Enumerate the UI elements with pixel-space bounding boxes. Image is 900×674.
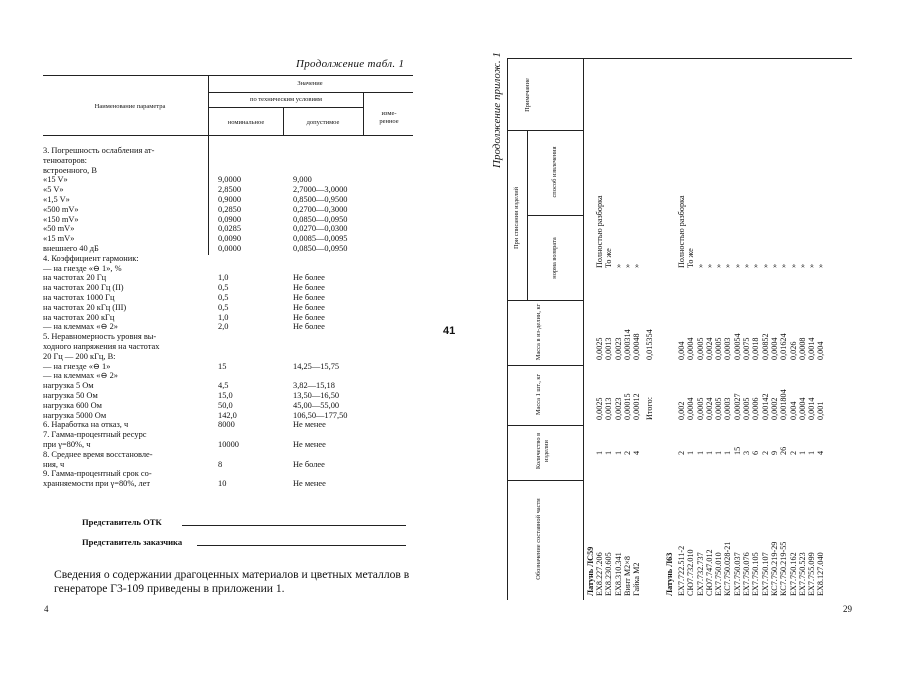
nominal-cell: 0,5 — [218, 283, 229, 293]
mass-one-cell: 0,00027 — [732, 393, 742, 420]
allowed-cell — [293, 352, 373, 362]
param-row: хранняемости при γ=80%, лет — [43, 479, 151, 489]
designation-cell: КС7.750.028-21 — [723, 541, 733, 596]
allowed-cell: 0,0085—0,0095 — [293, 234, 348, 244]
nominal-cell — [218, 352, 258, 362]
mass-one-cell: 0,001804 — [779, 389, 789, 420]
extract-method-cell: Полностью разборка — [677, 195, 686, 268]
nominal-cell — [218, 264, 258, 274]
right-table-top-border — [507, 58, 852, 59]
header-quantity: Количество в изделии — [535, 432, 550, 470]
quantity-cell: 1 — [807, 450, 817, 455]
allowed-cell: Не менее — [293, 420, 326, 430]
sig-otk-line — [182, 525, 406, 526]
extract-method-cell: » — [760, 263, 770, 268]
param-row: на частотах 20 Гц — [43, 273, 107, 283]
param-row: «1,5 V» — [43, 194, 70, 204]
nominal-cell: 0,0000 — [218, 243, 242, 253]
designation-cell: ЕХ8.310.341 — [613, 552, 623, 596]
nominal-cell: 4,5 — [218, 381, 229, 391]
mass-total-cell: 0,0014 — [807, 337, 817, 360]
param-row: при γ=80%, ч — [43, 439, 91, 449]
mass-total-cell: 0,0004 — [769, 337, 779, 360]
designation-cell: КС7.750.219-29 — [769, 541, 779, 596]
quantity-cell: 1 — [704, 450, 714, 455]
extract-method-cell: » — [714, 263, 724, 268]
mass-one-cell: 0,004 — [788, 401, 798, 420]
allowed-cell: 2,7000—3,0000 — [293, 185, 348, 195]
nominal-cell: 10 — [218, 479, 227, 489]
quantity-cell: 1 — [613, 450, 623, 455]
header-extract-method: способ извлечения — [551, 146, 558, 198]
mass-one-cell: 0,0014 — [807, 397, 817, 420]
quantity-cell: 6 — [751, 450, 761, 455]
extract-method-cell: » — [732, 263, 742, 268]
param-row: нагрузка 5000 Ом — [43, 410, 107, 420]
allowed-cell: Не более — [293, 459, 325, 469]
extract-method-cell: » — [723, 263, 733, 268]
extract-method-cell: » — [788, 263, 798, 268]
allowed-cell — [293, 430, 373, 440]
right-header-bottom-border — [583, 58, 584, 600]
extract-method-cell: » — [742, 263, 752, 268]
mass-one-cell: 0,0013 — [604, 397, 614, 420]
mass-one-cell: 0,00142 — [760, 393, 770, 420]
mass-total-cell: 0,004 — [677, 341, 686, 360]
allowed-cell: Не более — [293, 322, 325, 332]
header-write-off: При списании изделий — [513, 186, 520, 250]
right-writeoff-split — [527, 215, 583, 216]
allowed-cell: Не более — [293, 273, 325, 283]
allowed-cell: 0,0850—0,0950 — [293, 214, 348, 224]
quantity-cell: 1 — [797, 450, 807, 455]
allowed-cell — [293, 450, 373, 460]
header-designation: Обозначение составной части — [535, 498, 542, 580]
nominal-cell: 1,0 — [218, 312, 229, 322]
nominal-cell — [218, 342, 258, 352]
allowed-cell: 3,82—15,18 — [293, 381, 335, 391]
right-header-qty-divider — [507, 480, 583, 481]
mass-one-cell: 0,0023 — [613, 397, 623, 420]
quantity-cell: 2 — [622, 450, 632, 455]
nominal-cell: 2,0 — [218, 322, 229, 332]
header-return-norm: норма возврата — [551, 237, 558, 279]
param-row: 20 Гц — 200 кГц, В: — [43, 351, 116, 361]
allowed-cell — [293, 254, 373, 264]
nominal-cell: 15 — [218, 361, 227, 371]
nominal-cell: 0,2850 — [218, 204, 242, 214]
precious-metals-note: Сведения о содержании драгоценных материалов и цветных металлов в генераторе Г3-109 приведены в приложении 1. — [54, 568, 410, 595]
header-value: Значение — [297, 80, 323, 87]
right-header-masstotal-divider — [507, 365, 583, 366]
nominal-cell: 142,0 — [218, 410, 237, 420]
nominal-cell — [218, 254, 258, 264]
nominal-cell: 50,0 — [218, 400, 233, 410]
mass-total-cell: 0,0003 — [723, 337, 733, 360]
header-note: Примечание — [524, 78, 531, 112]
extract-method-cell: » — [816, 263, 826, 268]
sig-customer-label: Представитель заказчика — [82, 537, 183, 547]
designation-cell: ЕХ7.750.523 — [797, 552, 807, 596]
center-number: 41 — [443, 325, 456, 337]
designation-cell: ЕХ7.750.037 — [732, 552, 742, 596]
mass-one-cell: 0,0003 — [723, 397, 733, 420]
param-row: «15 V» — [43, 175, 68, 185]
mass-total-cell: 0,00054 — [732, 333, 742, 360]
designation-cell: ЕХ7.732.737 — [695, 552, 705, 596]
group2-title: Латунь Л63 — [665, 552, 674, 596]
nominal-cell: 0,0900 — [218, 214, 242, 224]
mass-total-cell: 0,0005 — [695, 337, 705, 360]
designation-cell: Гайка М2 — [632, 562, 642, 596]
mass-total-cell: 0,0024 — [704, 337, 714, 360]
param-row: — на гнезде «⊖ 1», % — [43, 263, 122, 273]
table-col-divider-2 — [283, 107, 284, 135]
header-allowed: допустимое — [306, 119, 340, 126]
designation-cell: ЕХ7.750.105 — [751, 552, 761, 596]
mass-one-cell: 0,0005 — [695, 397, 705, 420]
mass-one-cell: 0,0002 — [769, 397, 779, 420]
param-row: ния, ч — [43, 459, 65, 469]
mass-total-cell: 0,026 — [788, 341, 798, 360]
allowed-cell: Не более — [293, 283, 325, 293]
nominal-cell — [218, 146, 258, 156]
param-row: 5. Неравномерность уровня вы- — [43, 332, 157, 342]
allowed-cell — [293, 146, 373, 156]
designation-cell: СЮ7.732.010 — [686, 549, 696, 596]
allowed-cell: Не менее — [293, 479, 326, 489]
table-header-bottom-border — [43, 135, 413, 136]
allowed-column — [293, 146, 373, 489]
mass-one-cell: 0,00012 — [632, 393, 642, 420]
param-row: тенюаторов: — [43, 155, 88, 165]
allowed-cell: Не более — [293, 312, 325, 322]
nominal-cell: 8 — [218, 459, 223, 469]
extract-method-cell: » — [797, 263, 807, 268]
sig-customer-line — [197, 545, 406, 546]
extract-method-cell: » — [769, 263, 779, 268]
extract-method-cell: » — [807, 263, 817, 268]
designation-cell: ЕХ7.750.010 — [714, 552, 724, 596]
value-header-divider — [208, 92, 413, 93]
param-row: на частотах 200 Гц (II) — [43, 283, 124, 293]
allowed-cell — [293, 371, 373, 381]
quantity-cell: 1 — [595, 450, 604, 455]
page-number-left: 4 — [44, 604, 49, 614]
param-row: встроенного, В — [43, 165, 97, 175]
allowed-cell: 14,25—15,75 — [293, 361, 340, 371]
param-row: «5 V» — [43, 185, 64, 195]
nominal-cell: 0,5 — [218, 292, 229, 302]
designation-cell: ЕХ8.227.206 — [595, 552, 604, 596]
allowed-cell: 13,50—16,50 — [293, 390, 340, 400]
quantity-cell: 26 — [779, 446, 789, 455]
mass-total-cell: 0,00852 — [760, 333, 770, 360]
nominal-cell: 0,5 — [218, 302, 229, 312]
mass-total-cell: 0,0013 — [604, 337, 614, 360]
extract-method-cell: » — [695, 263, 705, 268]
group2-quantity — [677, 447, 826, 455]
mass-one-cell: 0,0006 — [751, 397, 761, 420]
param-row: «15 mV» — [43, 234, 75, 244]
designation-cell: СЮ7.747.012 — [704, 549, 714, 596]
nominal-column — [218, 146, 258, 489]
nominal-cell: 0,0285 — [218, 224, 242, 234]
param-row: нагрузка 5 Ом — [43, 381, 94, 391]
quantity-cell: 2 — [760, 450, 770, 455]
param-row: — на клеммах «⊖ 2» — [43, 371, 118, 381]
nominal-cell — [218, 156, 258, 166]
nominal-cell — [218, 332, 258, 342]
extract-method-cell: » — [613, 263, 623, 268]
designation-cell: КС7.750.219-55 — [779, 541, 789, 596]
nominal-cell: 15,0 — [218, 390, 233, 400]
param-row: нагрузка 50 Ом — [43, 390, 98, 400]
param-row: 4. Коэффициент гармоник: — [43, 253, 139, 263]
param-row: «500 mV» — [43, 204, 79, 214]
sig-otk-label: Представитель ОТК — [82, 517, 162, 527]
extract-method-cell: » — [779, 263, 789, 268]
allowed-cell: 0,2700—0,3000 — [293, 204, 348, 214]
allowed-cell: 45,00—55,00 — [293, 400, 340, 410]
mass-one-cell: 0,0005 — [742, 397, 752, 420]
param-row: ходного напряжения на частотах — [43, 341, 160, 351]
header-measured: изме- ренное — [379, 110, 399, 125]
mass-total-cell: 0,0075 — [742, 337, 752, 360]
header-param-name: Наименование параметра — [94, 103, 166, 110]
mass-total-cell: 0,000314 — [622, 329, 632, 360]
mass-one-cell: 0,0004 — [686, 397, 696, 420]
quantity-cell: 9 — [769, 450, 779, 455]
quantity-cell: 15 — [732, 446, 742, 455]
quantity-cell: 1 — [723, 450, 733, 455]
group2-designations — [677, 542, 826, 596]
param-row: на частотах 20 кГц (III) — [43, 302, 127, 312]
allowed-cell: 0,0850—0,0950 — [293, 243, 348, 253]
extract-method-cell: То же — [686, 248, 696, 268]
nominal-cell — [218, 371, 258, 381]
total-label: Итого: — [645, 397, 654, 420]
param-row: 9. Гамма-процентный срок со- — [43, 469, 152, 479]
header-mass-total: Масса в из-делии, кг — [535, 303, 542, 361]
nominal-cell — [218, 166, 258, 176]
group2-extract-method — [677, 195, 826, 268]
nominal-cell: 10000 — [218, 439, 239, 449]
allowed-cell — [293, 166, 373, 176]
quantity-cell: 4 — [816, 450, 826, 455]
designation-cell: ЕХ8.230.605 — [604, 552, 614, 596]
right-header-note-divider — [507, 130, 583, 131]
right-page — [455, 0, 900, 674]
param-row: 7. Гамма-процентный ресурс — [43, 430, 147, 440]
nominal-cell: 9,0000 — [218, 175, 242, 185]
mass-one-cell: 0,0024 — [704, 397, 714, 420]
allowed-cell: 106,50—177,50 — [293, 410, 348, 420]
param-row: на частотах 1000 Гц — [43, 292, 115, 302]
mass-one-cell: 0,002 — [677, 401, 686, 420]
mass-total-cell: 0,00048 — [632, 333, 642, 360]
designation-cell: ЕХ7.755.099 — [807, 552, 817, 596]
nominal-cell: 0,0090 — [218, 234, 242, 244]
designation-cell: Винт М2×8 — [622, 556, 632, 596]
mass-one-cell: 0,001 — [816, 401, 826, 420]
right-header-writeoff-divider — [507, 300, 583, 301]
allowed-cell: 0,8500—0,9500 — [293, 194, 348, 204]
mass-total-cell: 0,0005 — [714, 337, 724, 360]
designation-cell: ЕХ7.750.162 — [788, 552, 798, 596]
right-table-left-border — [507, 58, 508, 600]
param-row: — на клеммах «⊖ 2» — [43, 322, 118, 332]
param-row: 6. Наработка на отказ, ч — [43, 420, 129, 430]
quantity-cell: 3 — [742, 450, 752, 455]
extract-method-cell: Полностью разборка — [595, 195, 604, 268]
table-top-border — [43, 75, 413, 76]
tech-header-divider — [208, 107, 363, 108]
nominal-cell — [218, 450, 258, 460]
allowed-cell — [293, 332, 373, 342]
param-row: «50 mV» — [43, 224, 75, 234]
nominal-cell: 1,0 — [218, 273, 229, 283]
group2-mass-one — [677, 389, 826, 420]
allowed-cell — [293, 156, 373, 166]
mass-one-cell: 0,0005 — [714, 397, 724, 420]
allowed-cell — [293, 342, 373, 352]
mass-total-cell: 0,0004 — [686, 337, 696, 360]
allowed-cell: Не менее — [293, 439, 326, 449]
designation-cell: ЕХ7.722.511-2 — [677, 545, 686, 596]
param-name-column — [43, 146, 213, 489]
total-value: 0,015354 — [645, 329, 654, 360]
nominal-cell: 2,8500 — [218, 185, 242, 195]
header-tech-conditions: по техническим условиям — [249, 96, 323, 103]
quantity-cell: 2 — [788, 450, 798, 455]
allowed-cell: 0,0270—0,0300 — [293, 224, 348, 234]
group1-mass-total — [595, 329, 641, 360]
group1-designations — [595, 552, 641, 596]
group1-title: Латунь ЛС59 — [586, 546, 595, 596]
mass-total-cell: 0,0018 — [751, 337, 761, 360]
allowed-cell — [293, 264, 373, 274]
nominal-cell — [218, 430, 258, 440]
group1-extract-method — [595, 195, 641, 268]
nominal-cell: 8000 — [218, 420, 235, 430]
extract-method-cell: » — [704, 263, 714, 268]
quantity-cell: 1 — [695, 450, 705, 455]
continuation-title: Продолжение табл. 1 — [296, 58, 405, 70]
designation-cell: ЕХ8.127.040 — [816, 552, 826, 596]
group1-quantity — [595, 451, 641, 455]
right-continuation-title: Продолжение прилож. 1 — [491, 52, 503, 168]
mass-one-cell: 0,0004 — [797, 397, 807, 420]
allowed-cell: Не более — [293, 292, 325, 302]
mass-total-cell: 0,0008 — [797, 337, 807, 360]
quantity-cell: 1 — [714, 450, 724, 455]
mass-total-cell: 0,004 — [816, 341, 826, 360]
page-number-right: 29 — [843, 604, 852, 614]
allowed-cell — [293, 469, 373, 479]
nominal-cell — [218, 469, 258, 479]
mass-one-cell: 0,0025 — [595, 397, 604, 420]
mass-total-cell: 0,0023 — [613, 337, 623, 360]
nominal-cell: 0,9000 — [218, 194, 242, 204]
designation-cell: ЕХ7.750.107 — [760, 552, 770, 596]
param-row: нагрузка 600 Ом — [43, 400, 102, 410]
header-nominal: номинальное — [227, 119, 265, 126]
param-row: — на гнезде «⊖ 1» — [43, 361, 111, 371]
table-col-divider-3 — [363, 92, 364, 135]
quantity-cell: 4 — [632, 450, 642, 455]
extract-method-cell: » — [622, 263, 632, 268]
quantity-cell: 1 — [604, 450, 614, 455]
quantity-cell: 1 — [686, 450, 696, 455]
mass-one-cell: 0,00015 — [622, 393, 632, 420]
group2-mass-total — [677, 333, 826, 360]
extract-method-cell: » — [751, 263, 761, 268]
header-mass-one: Масса 1 шт., кг — [535, 373, 542, 416]
allowed-cell: Не более — [293, 302, 325, 312]
designation-cell: ЕХ7.750.076 — [742, 552, 752, 596]
group1-mass-one — [595, 393, 641, 420]
param-row: 8. Среднее время восстановле- — [43, 449, 153, 459]
param-row: на частотах 200 кГц — [43, 312, 115, 322]
mass-total-cell: 0,01624 — [779, 333, 789, 360]
param-row: 3. Погрешность ослабления ат- — [43, 146, 155, 155]
extract-method-cell: То же — [604, 248, 614, 268]
mass-total-cell: 0,0025 — [595, 337, 604, 360]
extract-method-cell: » — [632, 263, 642, 268]
param-row: «150 mV» — [43, 214, 79, 224]
allowed-cell: 9,000 — [293, 175, 312, 185]
quantity-cell: 2 — [677, 450, 686, 455]
param-row: внешнего 40 дБ — [43, 243, 99, 253]
